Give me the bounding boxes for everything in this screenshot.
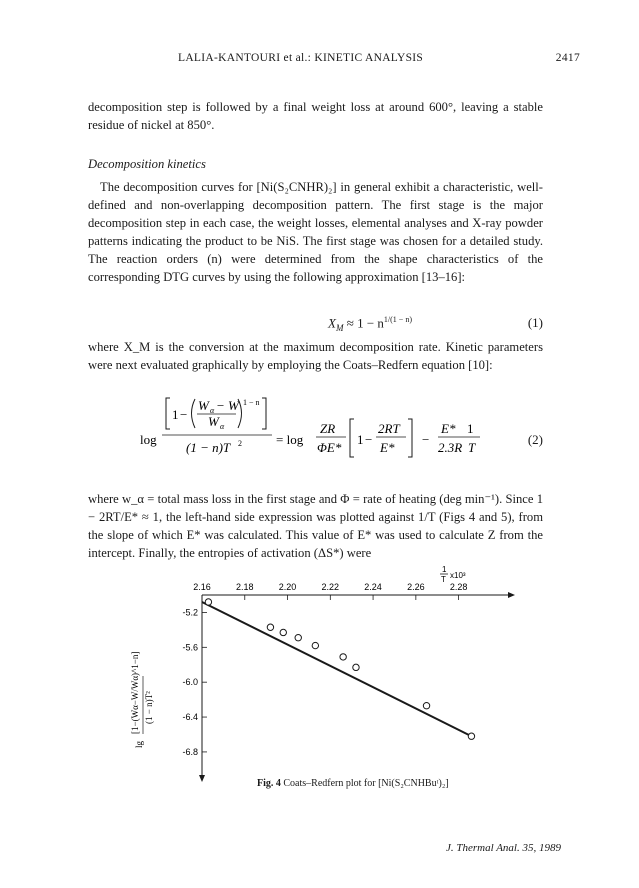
section-heading: Decomposition kinetics [88,157,206,171]
figure-caption-label: Fig. 4 [257,778,281,789]
x-tick-label: 2.26 [407,582,425,592]
x-tick-label: 2.16 [193,582,211,592]
y-axis [182,595,207,782]
fit-line [202,602,471,736]
paragraph-3: where X_M is the conversion at the maximum decomposition rate. Kinetic parameters were next evaluated graphically by employing the Coats–Redfern equation [10]: [88,340,543,372]
figure-caption-text: Coats–Redfern plot for [Ni(S₂CNHBuᵗ)₂] [283,778,449,789]
eq1-rhs-sup: 1/(1 − n) [383,315,412,324]
eq2-equals-log: = log [276,432,304,447]
y-tick-label: -5.6 [182,642,198,653]
equation-1-number: (1) [527,315,543,330]
paragraph-4: where w_α = total mass loss in the first stage and Φ = rate of heating (deg min⁻¹). Since 1 − 2RT/E* ≈ 1, the left-hand side expression was plotted against 1/T (Figs 4 and 5), from the slope of which E* was calculated. This value of E* was used to calculate Z from the intercept. Finally, the entropies of activation (ΔS*) were [88,492,543,560]
data-point [295,635,301,641]
eq2-denominator: (1 − n)T [186,440,231,455]
eq2-one: 1 [172,407,179,422]
equation-2-number: (2) [527,432,543,447]
eq2-minus-w: − W [216,398,239,413]
x-axis-arrow [508,592,515,598]
x-tick-label: 2.18 [236,582,254,592]
data-point [353,664,359,670]
eq2-2rt: 2RT [378,421,400,436]
eq2-one-num: 1 [467,421,474,436]
equation-1-body [328,315,412,333]
x-tick-label: 2.28 [449,582,468,592]
journal-footer: J. Thermal Anal. 35, 1989 [446,842,561,854]
data-point [280,629,286,635]
eq2-right-bracket-2 [408,419,412,457]
y-axis-label-num: [1−(Wα−W/Wα)^1−n] [130,651,140,734]
data-point [468,733,474,739]
y-axis-label [118,651,158,756]
eq1-rhs: ≈ 1 − n [346,315,384,331]
eq2-minus-3: − [422,432,430,447]
x-axis-label-factor: x10³ [450,571,466,580]
equation-1 [88,315,543,337]
eq2-e-star-num: E* [441,421,456,436]
eq2-left-bracket-2 [350,419,354,457]
data-point [423,703,429,709]
coats-redfern-plot [140,560,520,775]
eq2-left-paren [192,399,196,428]
data-point [340,654,346,660]
x-axis [193,582,515,600]
page-number: 2417 [555,52,580,64]
x-axis-label-den: T [441,575,446,584]
eq2-t: T [468,440,476,455]
eq2-zr: ZR [320,421,336,436]
eq2-w-alpha: W [198,398,209,413]
eq2-den-right: 2.3R [438,440,463,455]
eq2-phi-e: ΦE* [317,440,342,455]
x-tick-label: 2.20 [278,582,297,592]
y-tick-label: -5.2 [182,607,198,618]
y-tick-label: -6.4 [182,712,198,723]
data-point [312,642,318,648]
y-axis-label-log: lg [134,740,144,748]
x-tick-label: 2.24 [364,582,382,592]
eq2-minus: − [180,407,188,422]
eq2-alpha-den-sub: α [220,422,225,431]
eq2-right-bracket [262,398,266,429]
eq2-exponent: 1 − n [243,398,260,407]
x-axis-label-num: 1 [442,565,447,574]
eq2-one-2: 1 [357,432,364,447]
y-tick-label: -6.8 [182,746,198,757]
fit-line-group [202,602,471,736]
y-tick-label: -6.0 [182,677,198,688]
x-tick-label: 2.22 [321,582,340,592]
equation-2 [88,395,543,483]
eq2-w-alpha-den: W [208,414,219,429]
eq1-lhs: X [328,315,336,331]
eq2-denominator-sq: 2 [238,439,242,448]
figure-4 [140,560,520,800]
paragraph-1: decomposition step is followed by a final weight loss at around 600°, leaving a stable residue of nickel at 850°. [88,100,543,132]
eq2-left-bracket [166,398,170,429]
y-axis-label-den: (1 − n)T² [144,691,154,724]
eq2-e-star: E* [380,440,395,455]
data-point [267,624,273,630]
figure-caption [257,778,449,789]
equation-2-graphic [88,395,508,483]
eq2-alpha-sub: α [210,406,215,415]
running-title: LALIA-KANTOURI et al.: KINETIC ANALYSIS [178,52,424,64]
eq2-minus-2: − [365,432,373,447]
eq2-log: log [140,432,157,447]
eq1-lhs-sub: M [335,322,344,333]
data-point [205,599,211,605]
paragraph-2: The decomposition curves for [Ni(S₂CNHR)₂] in general exhibit a characteristic, well-defined and non-overlapping decomposition pattern. The first stage is the major decomposition step in each case, the weight losses, elemental analyses and X-ray powder patterns indicating the product to be NiS. The first stage was chosen for a detailed study. The reaction orders (n) were determined from the shape characteristics of the corresponding DTG curves by using the following approximation [13–16]: [88,180,543,284]
y-axis-arrow [199,775,205,782]
